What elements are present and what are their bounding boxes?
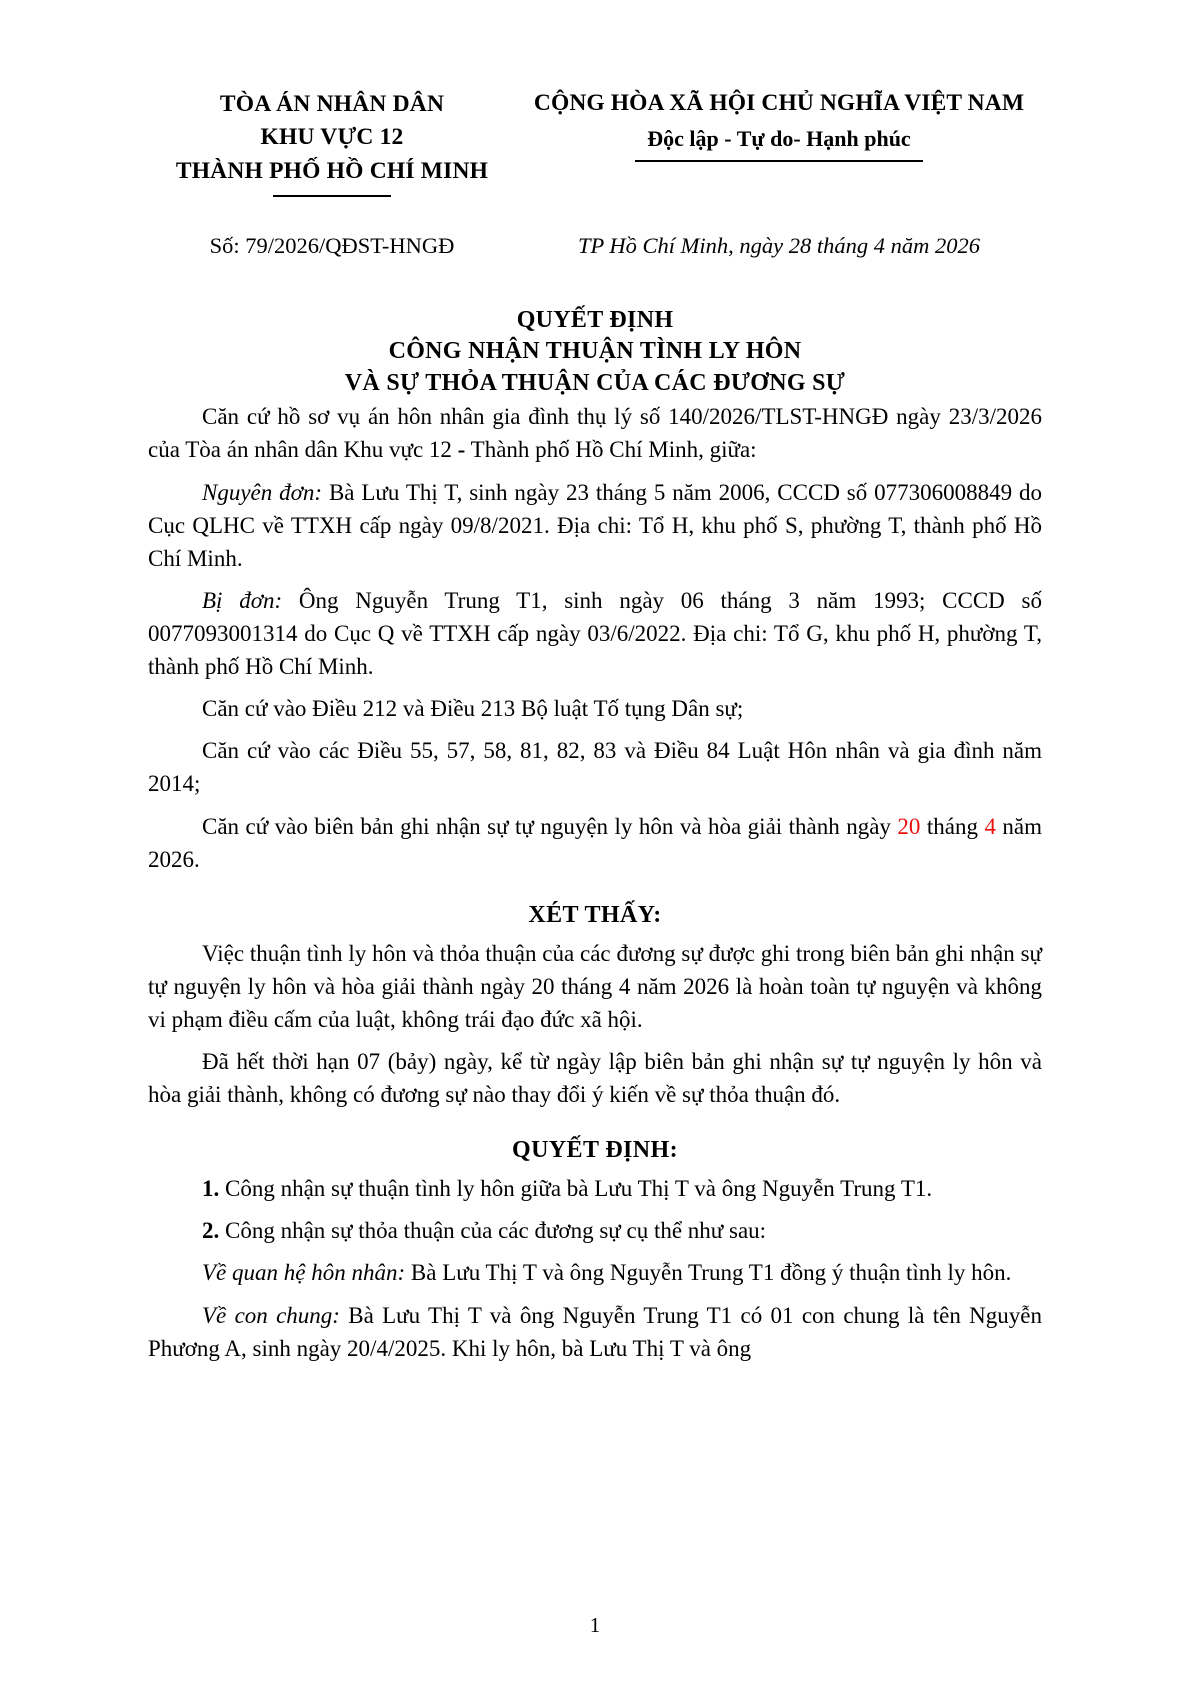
common-children-label: Về con chung:: [202, 1302, 340, 1328]
paragraph-marriage-relation: [148, 1256, 1042, 1289]
place-and-date: TP Hồ Chí Minh, ngày 28 tháng 4 năm 2026: [577, 232, 981, 258]
motto-underline: [635, 160, 923, 162]
paragraph-legal-basis-2: Căn cứ vào các Điều 55, 57, 58, 81, 82, 83 và Điều 84 Luật Hôn nhân và gia đình năm 2014;: [148, 738, 1042, 797]
case-file-text-b: Thành phố Hồ Chí Minh, giữa:: [465, 437, 757, 463]
court-underline: [273, 195, 391, 197]
plaintiff-detail: Bà Lưu Thị T, sinh ngày 23 tháng 5 năm 2006, CCCD số 077306008849 do Cục QLHC về TTXH cấp ngày 09/8/2021. Địa chi: Tổ H, khu phố S, phường T, thành phố Hồ Chí Minh.: [148, 479, 1042, 571]
page-number: 1: [589, 1613, 601, 1637]
nation-title: CỘNG HÒA XÃ HỘI CHỦ NGHĨA VIỆT NAM: [533, 90, 1025, 116]
basis3-month: 4: [984, 813, 996, 839]
basis3-text-b: tháng: [920, 813, 985, 839]
court-name-line-2: KHU VỰC 12: [260, 124, 404, 151]
court-name-line-1: TÒA ÁN NHÂN DÂN: [219, 91, 445, 117]
basis3-text-a: Căn cứ vào biên bản ghi nhận sự tự nguyện ly hôn và hòa giải thành ngày: [202, 813, 898, 839]
nation-motto: Độc lập - Tự do- Hạnh phúc: [647, 126, 911, 152]
common-children-text: Bà Lưu Thị T và ông Nguyễn Trung T1 có 01 con chung là tên Nguyễn Phương A, sinh ngày 20/4/2025. Khi ly hôn, bà Lưu Thị T và ông: [148, 1302, 1042, 1361]
court-block: [148, 86, 516, 197]
case-file-text-a: Căn cứ hồ sơ vụ án hôn nhân gia đình thụ lý số 140/2026/TLST-HNGĐ ngày 23/3/2026 của Tòa án nhân dân Khu vực 12: [148, 404, 1042, 463]
document-title-line-3: VÀ SỰ THỎA THUẬN CỦA CÁC ĐƯƠNG SỰ: [344, 370, 846, 397]
nation-block: [516, 86, 1042, 162]
paragraph-decision-item-1: [148, 1172, 1042, 1205]
defendant-label: Bị đơn:: [202, 587, 283, 613]
paragraph-common-children: [148, 1299, 1042, 1365]
section-heading-consider: XÉT THẤY:: [528, 901, 662, 928]
decision-item-2-text: Công nhận sự thỏa thuận của các đương sự cụ thể như sau:: [219, 1218, 767, 1244]
defendant-detail: Ông Nguyễn Trung T1, sinh ngày 06 tháng 3 năm 1993; CCCD số 0077093001314 do Cục Q về TTXH cấp ngày 03/6/2022. Địa chi: Tổ G, khu phố H, phường T, thành phố Hồ Chí Minh.: [148, 587, 1042, 680]
document-header: [148, 86, 1042, 197]
number-date-row: [148, 233, 1042, 259]
decision-item-2-number: 2.: [202, 1218, 220, 1244]
paragraph-legal-basis-1: Căn cứ vào Điều 212 và Điều 213 Bộ luật Tố tụng Dân sự;: [202, 696, 744, 722]
basis3-text-c: năm 2026.: [148, 813, 1043, 872]
paragraph-defendant: [148, 584, 1042, 683]
marriage-relation-text: Bà Lưu Thị T và ông Nguyễn Trung T1 đồng ý thuận tình ly hôn.: [405, 1260, 1012, 1286]
decision-item-1-text: Công nhận sự thuận tình ly hôn giữa bà Lưu Thị T và ông Nguyễn Trung T1.: [219, 1176, 933, 1202]
plaintiff-label: Nguyên đơn:: [202, 479, 323, 505]
case-file-dash: -: [457, 437, 466, 463]
document-title: [148, 305, 1042, 401]
paragraph-consider-1: Việc thuận tình ly hôn và thỏa thuận của các đương sự được ghi trong biên bản ghi nhận sự tự nguyện ly hôn và hòa giải thành ngày 20 tháng 4 năm 2026 là hoàn toàn tự nguyện và không vi phạm điều cấm của luật, không trái đạo đức xã hội.: [148, 940, 1042, 1032]
section-heading-decision: QUYẾT ĐỊNH:: [512, 1137, 678, 1164]
marriage-relation-label: Về quan hệ hôn nhân:: [202, 1260, 406, 1286]
decision-item-1-number: 1.: [202, 1176, 220, 1202]
document-number: Số: 79/2026/QĐST-HNGĐ: [209, 232, 455, 258]
paragraph-decision-item-2: [148, 1214, 1042, 1247]
document-title-line-2: CÔNG NHẬN THUẬN TÌNH LY HÔN: [388, 338, 802, 365]
court-name-line-3: THÀNH PHỐ HỒ CHÍ MINH: [175, 157, 489, 184]
basis3-day: 20: [897, 813, 921, 839]
document-title-line-1: QUYẾT ĐỊNH: [516, 306, 674, 333]
paragraph-case-file: [148, 400, 1042, 466]
paragraph-legal-basis-3: [148, 810, 1042, 876]
paragraph-plaintiff: [148, 476, 1042, 575]
paragraph-consider-2: Đã hết thời hạn 07 (bảy) ngày, kể từ ngày lập biên bản ghi nhận sự tự nguyện ly hôn và hòa giải thành, không có đương sự nào thay đổi ý kiến về sự thỏa thuận đó.: [148, 1049, 1042, 1108]
